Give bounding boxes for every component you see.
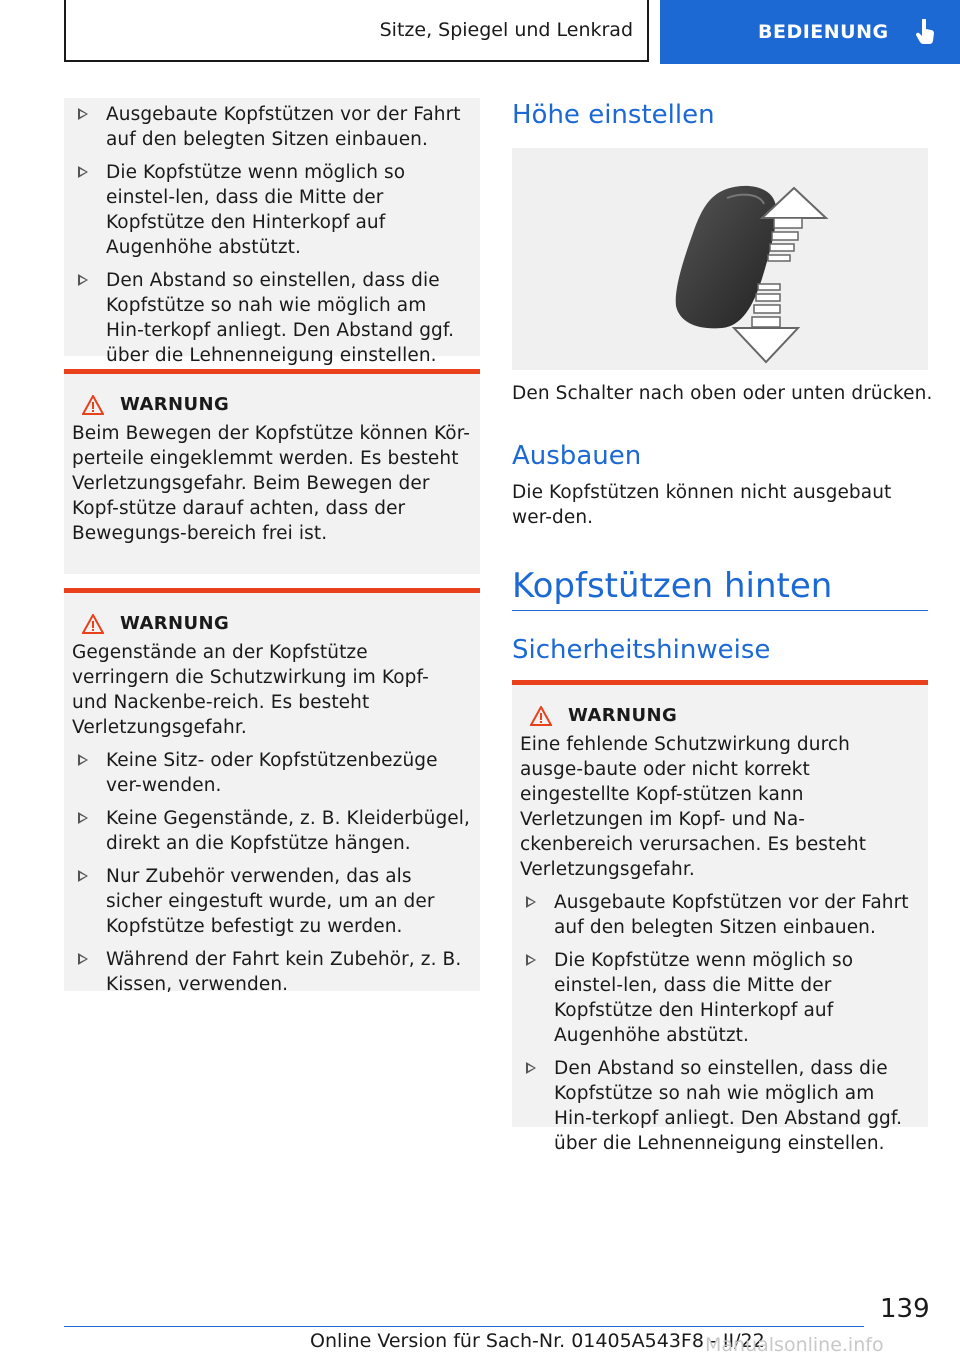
- list-item: Keine Sitz- oder Kopfstützenbezüge ver-wenden.: [64, 748, 470, 798]
- bullet-triangle-icon: [78, 754, 88, 766]
- bullet-triangle-icon: [78, 166, 88, 178]
- page-number: 139: [880, 1294, 930, 1324]
- bullet-triangle-icon: [78, 108, 88, 120]
- list-item: Die Kopfstütze wenn möglich so einstel-len, dass die Mitte der Kopfstütze den Hinterkopf auf Augenhöhe abstützt.: [64, 160, 470, 260]
- warning-heading: WARNUNG: [520, 705, 918, 726]
- warning-text: Eine fehlende Schutzwirkung durch ausge-baute oder nicht korrekt eingestellte Kopf-stützen kann Verletzungen im Kopf- und Na-ckenbereich verursachen. Es besteht Verletzungsgefahr.: [520, 734, 867, 880]
- list-item: Keine Gegenstände, z. B. Kleiderbügel, direkt an die Kopfstütze hängen.: [64, 806, 470, 856]
- headrest-switch-illustration: [512, 148, 928, 370]
- list-item: Die Kopfstütze wenn möglich so einstel-len, dass die Mitte der Kopfstütze den Hinterkopf auf Augenhöhe abstützt.: [512, 948, 918, 1048]
- footer-rule: [64, 1326, 864, 1327]
- remove-text: Die Kopfstützen können nicht ausgebaut wer-den.: [512, 482, 892, 528]
- bullet-triangle-icon: [526, 1062, 536, 1074]
- warning-bullet-list: [64, 748, 470, 997]
- hand-pointer-icon: [915, 19, 935, 45]
- warning-box-rear: [512, 685, 928, 1154]
- list-item: Ausgebaute Kopfstützen vor der Fahrt auf den belegten Sitzen einbauen.: [64, 102, 470, 152]
- warning-triangle-icon: [82, 395, 104, 415]
- list-item: Während der Fahrt kein Zubehör, z. B. Kissen, verwenden.: [64, 947, 470, 997]
- warning-bullet-list: [512, 890, 918, 1156]
- list-item: Den Abstand so einstellen, dass die Kopfstütze so nah wie möglich am Hin-terkopf anliegt. Den Abstand ggf. über die Lehnenneigung einstellen.: [64, 268, 470, 368]
- headrest-switch-icon: [512, 148, 928, 370]
- header-chapter-tab[interactable]: [660, 0, 960, 64]
- warning-text: Gegenstände an der Kopfstütze verringern die Schutzwirkung im Kopf- und Nackenbe-reich. Es besteht Verletzungsgefahr.: [72, 642, 429, 738]
- watermark: Manualsonline.info: [705, 1334, 884, 1356]
- image-caption: Den Schalter nach oben oder unten drücken.: [512, 383, 933, 404]
- heading-rear-headrests: Kopfstützen hinten: [512, 566, 833, 606]
- list-item: Ausgebaute Kopfstützen vor der Fahrt auf den belegten Sitzen einbauen.: [512, 890, 918, 940]
- chapter-label: BEDIENUNG: [758, 21, 889, 43]
- bullet-triangle-icon: [78, 274, 88, 286]
- adjust-tips-list: [64, 102, 470, 368]
- bullet-triangle-icon: [78, 812, 88, 824]
- warning-box-objects: [64, 593, 480, 995]
- heading-underline: [512, 610, 928, 611]
- header-section-tab: [64, 0, 649, 62]
- heading-remove: Ausbauen: [512, 441, 642, 471]
- warning-heading: WARNUNG: [72, 394, 470, 415]
- bullet-triangle-icon: [78, 870, 88, 882]
- footer-version: Online Version für Sach-Nr. 01405A543F8 - II/22: [310, 1330, 765, 1352]
- list-item: Nur Zubehör verwenden, das als sicher eingestuft wurde, um an der Kopfstütze befestigt zu werden.: [64, 864, 470, 939]
- warning-text: Beim Bewegen der Kopfstütze können Kör-perteile eingeklemmt werden. Es besteht Verletzungsgefahr. Beim Bewegen der Kopf-stütze darauf achten, dass der Bewegungs-bereich frei ist.: [72, 423, 471, 544]
- heading-safety: Sicherheitshinweise: [512, 635, 771, 665]
- bullet-triangle-icon: [526, 954, 536, 966]
- warning-box-pinch: [64, 374, 480, 574]
- warning-triangle-icon: [530, 706, 552, 726]
- adjust-tips-box: [64, 98, 480, 366]
- list-item: Den Abstand so einstellen, dass die Kopfstütze so nah wie möglich am Hin-terkopf anliegt. Den Abstand ggf. über die Lehnenneigung einstellen.: [512, 1056, 918, 1156]
- bullet-triangle-icon: [526, 896, 536, 908]
- bullet-triangle-icon: [78, 953, 88, 965]
- heading-height-adjust: Höhe einstellen: [512, 100, 715, 130]
- section-title: Sitze, Spiegel und Lenkrad: [379, 19, 633, 41]
- warning-triangle-icon: [82, 614, 104, 634]
- warning-heading: WARNUNG: [72, 613, 470, 634]
